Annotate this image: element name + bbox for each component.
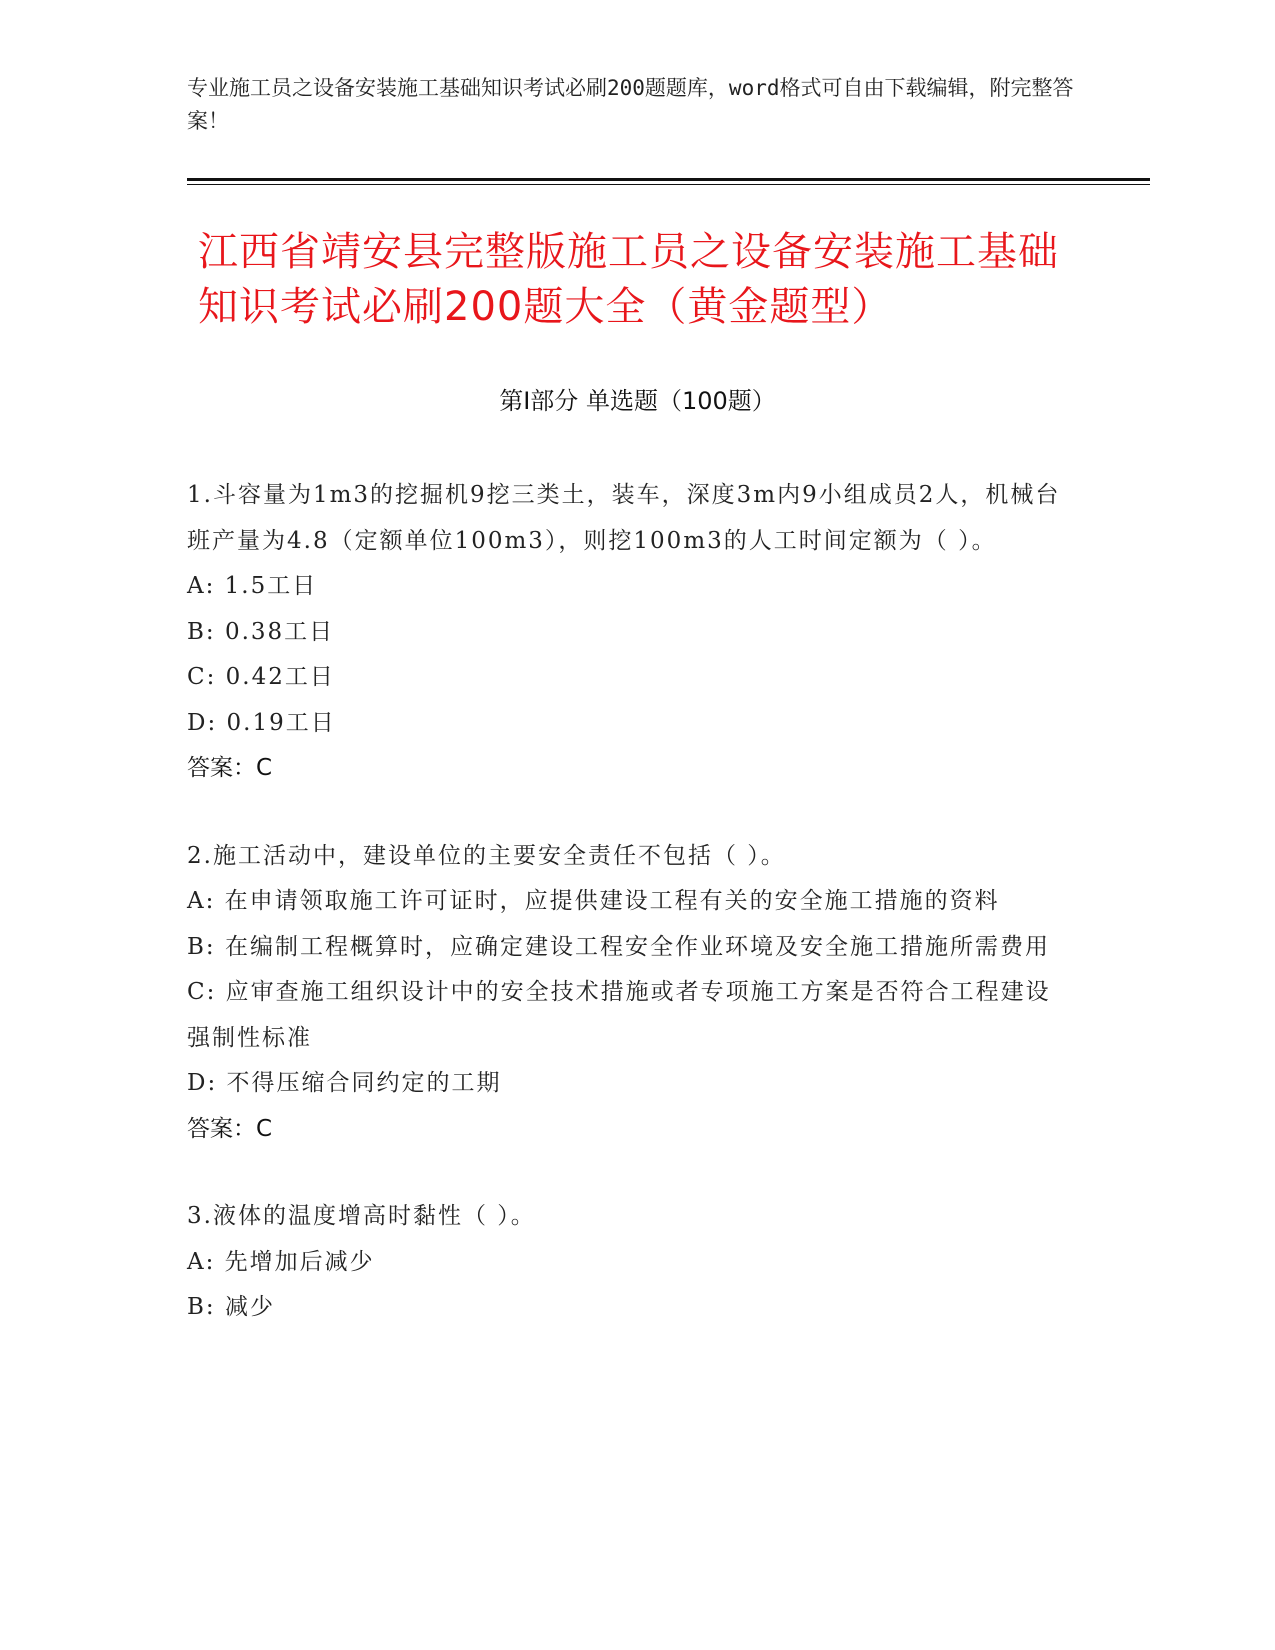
- answer: 答案：C: [187, 755, 273, 781]
- option-a: A: 在申请领取施工许可证时，应提供建设工程有关的安全施工措施的资料: [187, 888, 1000, 914]
- question-1: [187, 473, 1067, 792]
- option-a: A: 1.5工日: [187, 573, 318, 599]
- option-c: C: 应审查施工组织设计中的安全技术措施或者专项施工方案是否符合工程建设强制性标准: [187, 979, 1051, 1051]
- option-c: C: 0.42工日: [187, 664, 335, 690]
- section-heading: 第Ⅰ部分 单选题（100题）: [499, 387, 776, 415]
- header-rule-thick: [187, 178, 1150, 181]
- option-d: D: 不得压缩合同约定的工期: [187, 1070, 502, 1096]
- question-list: [187, 473, 1067, 1373]
- option-a: A: 先增加后减少: [187, 1248, 375, 1275]
- option-b: B: 在编制工程概算时，应确定建设工程安全作业环境及安全施工措施所需费用: [187, 933, 1050, 960]
- question-stem: 2.施工活动中，建设单位的主要安全责任不包括（ ）。: [187, 842, 786, 869]
- option-d: D: 0.19工日: [187, 709, 336, 736]
- header-note: 专业施工员之设备安装施工基础知识考试必刷200题题库，word格式可自由下载编辑，附完整答案！: [187, 76, 1074, 133]
- question-stem: 1.斗容量为1m3的挖掘机9挖三类土，装车，深度3m内9小组成员2人，机械台班产量为4.8（定额单位100m3），则挖100m3的人工时间定额为（ ）。: [187, 482, 1061, 554]
- question-stem: 3.液体的温度增高时黏性（ ）。: [187, 1203, 536, 1229]
- answer: 答案：C: [187, 1115, 273, 1142]
- option-b: B: 减少: [187, 1294, 275, 1320]
- header-rule-thin: [187, 184, 1150, 185]
- question-3: [187, 1194, 1067, 1331]
- option-b: B: 0.38工日: [187, 618, 335, 645]
- document-title: 江西省靖安县完整版施工员之设备安装施工基础知识考试必刷200题大全（黄金题型）: [198, 229, 1059, 330]
- question-2: [187, 834, 1067, 1153]
